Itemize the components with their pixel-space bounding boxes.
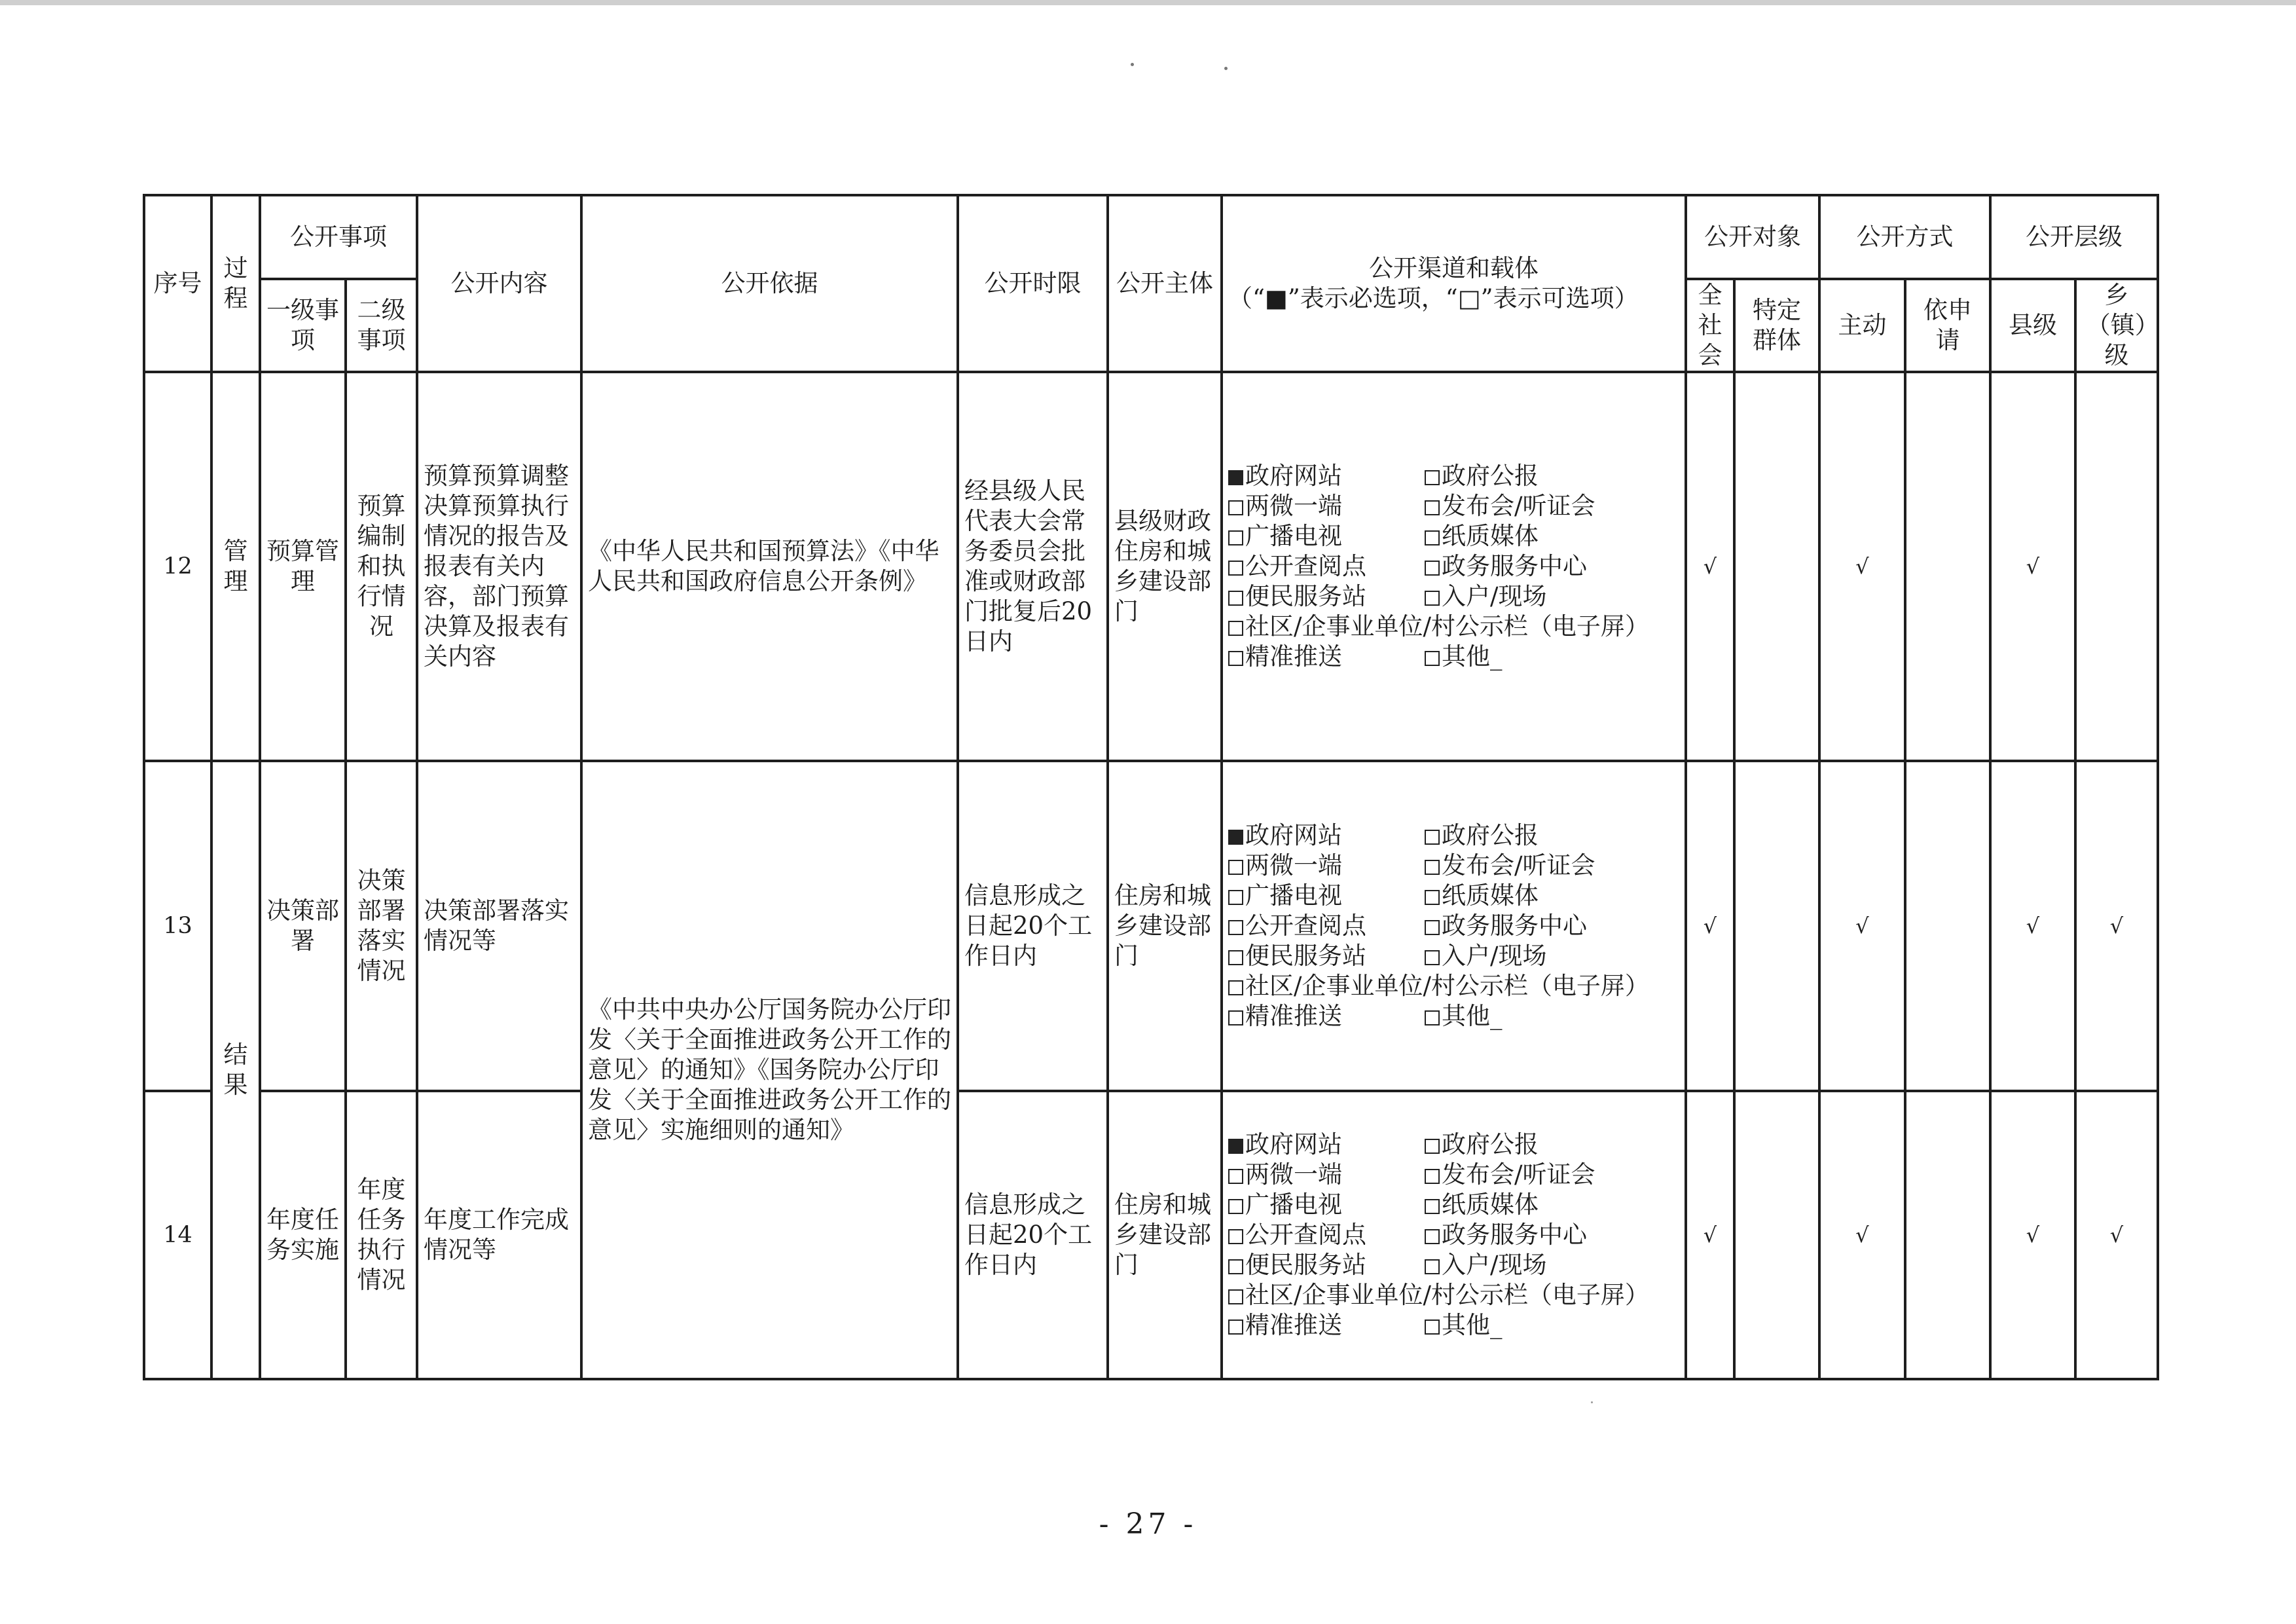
scan-speck: [1131, 63, 1134, 66]
header-basis: 公开依据: [581, 195, 958, 372]
channel-label: 入户/现场: [1442, 582, 1547, 610]
channel-item: [1425, 851, 1679, 881]
filled-square-icon: [1228, 470, 1243, 485]
scan-speck: [1591, 1401, 1593, 1403]
channel-label: 广播电视: [1245, 522, 1342, 550]
row-time-limit: 信息形成之日起20个工作日内: [958, 761, 1108, 1091]
channel-item: [1228, 581, 1425, 612]
empty-square-icon: [1425, 920, 1440, 935]
channel-label: 发布会/听证会: [1442, 1160, 1595, 1189]
channel-item: [1425, 581, 1679, 612]
empty-square-icon: [1228, 500, 1243, 515]
channel-label: 政务服务中心: [1442, 912, 1587, 940]
page-number: - 27 -: [1099, 1507, 1197, 1541]
channel-label: 政府网站: [1245, 462, 1342, 490]
channel-item: [1425, 1130, 1679, 1160]
empty-square-icon: [1228, 561, 1243, 576]
channel-label: 政府公报: [1442, 462, 1539, 490]
channel-item: [1228, 1001, 1425, 1031]
row-seq: 12: [144, 372, 211, 761]
channel-list: [1228, 1130, 1679, 1340]
channel-label: 便民服务站: [1245, 582, 1366, 610]
row-audience-all: √: [1686, 761, 1734, 1091]
channel-item: [1228, 642, 1425, 672]
channel-label: 精准推送: [1245, 1311, 1342, 1339]
channel-item: [1425, 642, 1679, 672]
empty-square-icon: [1228, 621, 1243, 636]
row-level-town: √: [2075, 761, 2158, 1091]
row-seq: 14: [144, 1091, 211, 1379]
channel-item: [1425, 521, 1679, 551]
channel-item: [1228, 971, 1679, 1001]
channel-item: [1425, 881, 1679, 911]
empty-square-icon: [1425, 1010, 1440, 1025]
empty-square-icon: [1228, 1289, 1243, 1304]
channel-item: [1228, 521, 1425, 551]
row-audience-all: √: [1686, 1091, 1734, 1379]
header-audience: 公开对象: [1686, 195, 1819, 279]
empty-square-icon: [1425, 470, 1440, 485]
row-level-town: [2075, 372, 2158, 761]
empty-square-icon: [1425, 1139, 1440, 1154]
empty-square-icon: [1425, 561, 1440, 576]
channel-label: 便民服务站: [1245, 1251, 1366, 1279]
row-level1: 预算管理: [260, 372, 346, 761]
channel-label: 政务服务中心: [1442, 1221, 1587, 1249]
channel-label: 纸质媒体: [1442, 881, 1539, 910]
scan-speck: [1224, 67, 1228, 70]
channel-item: [1228, 1310, 1425, 1340]
row-mode-active: √: [1819, 761, 1905, 1091]
row-audience-group: [1734, 1091, 1819, 1379]
row-level-county: √: [1990, 761, 2075, 1091]
empty-square-icon: [1228, 950, 1243, 965]
channel-item: [1228, 491, 1425, 521]
header-channel: [1222, 195, 1686, 372]
row-mode-active: √: [1819, 372, 1905, 761]
channel-label: 其他_: [1442, 642, 1503, 671]
table-row: [144, 372, 2158, 761]
scan-edge: [0, 0, 2296, 5]
channel-item: [1228, 1130, 1425, 1160]
row-channels: [1222, 372, 1686, 761]
channel-label: 广播电视: [1245, 881, 1342, 910]
channel-label: 其他_: [1442, 1002, 1503, 1030]
row-channels: [1222, 761, 1686, 1091]
channel-label: 两微一端: [1245, 492, 1342, 520]
empty-square-icon: [1425, 890, 1440, 905]
row-process: 结果: [211, 761, 260, 1379]
table-row: [144, 761, 2158, 1091]
channel-item: [1425, 1160, 1679, 1190]
channel-item: [1228, 461, 1425, 491]
channel-label: 两微一端: [1245, 851, 1342, 879]
channel-label: 其他_: [1442, 1311, 1503, 1339]
empty-square-icon: [1425, 1320, 1440, 1335]
channel-label: 公开查阅点: [1245, 552, 1366, 580]
row-audience-group: [1734, 761, 1819, 1091]
disclosure-table: [143, 194, 2159, 1380]
empty-square-icon: [1425, 591, 1440, 606]
channel-item: [1228, 1190, 1425, 1220]
header-audience-group: 特定群体: [1734, 279, 1819, 372]
channel-item: [1228, 551, 1425, 581]
row-level2: 年度任务执行情况: [346, 1091, 417, 1379]
filled-square-icon: [1228, 1139, 1243, 1154]
channel-label: 精准推送: [1245, 1002, 1342, 1030]
channel-label: 政务服务中心: [1442, 552, 1587, 580]
row-subject: 住房和城乡建设部门: [1108, 761, 1222, 1091]
empty-square-icon: [1425, 1169, 1440, 1184]
empty-square-icon: [1228, 1320, 1243, 1335]
header-mode-request: 依申请: [1905, 279, 1990, 372]
row-audience-group: [1734, 372, 1819, 761]
row-content: 年度工作完成情况等: [417, 1091, 581, 1379]
channel-item: [1228, 1280, 1679, 1310]
channel-label: 两微一端: [1245, 1160, 1342, 1189]
empty-square-icon: [1228, 980, 1243, 995]
row-time-limit: 经县级人民代表大会常务委员会批准或财政部门批复后20日内: [958, 372, 1108, 761]
row-audience-all: √: [1686, 372, 1734, 761]
channel-item: [1228, 911, 1425, 941]
empty-square-icon: [1425, 860, 1440, 875]
empty-square-icon: [1228, 890, 1243, 905]
empty-square-icon: [1228, 1229, 1243, 1244]
filled-square-icon: [1228, 830, 1243, 845]
row-basis: 《中华人民共和国预算法》《中华人民共和国政府信息公开条例》: [581, 372, 958, 761]
empty-square-icon: [1228, 530, 1243, 545]
header-mode-active: 主动: [1819, 279, 1905, 372]
row-level1: 年度任务实施: [260, 1091, 346, 1379]
channel-label: 便民服务站: [1245, 942, 1366, 970]
row-seq: 13: [144, 761, 211, 1091]
row-level-county: √: [1990, 372, 2075, 761]
header-channel-note: （“■”表示必选项，“□”表示可选项）: [1228, 284, 1639, 312]
table-row: [144, 1091, 2158, 1379]
empty-square-icon: [1228, 1199, 1243, 1214]
empty-square-icon: [1228, 1010, 1243, 1025]
channel-label: 社区/企事业单位/村公示栏（电子屏）: [1245, 972, 1649, 1000]
header-mode: 公开方式: [1819, 195, 1990, 279]
channel-item: [1228, 1160, 1425, 1190]
header-process: 过程: [211, 195, 260, 372]
channel-label: 政府公报: [1442, 821, 1539, 849]
channel-item: [1228, 821, 1425, 851]
row-level1: 决策部署: [260, 761, 346, 1091]
row-content: 预算预算调整决算预算执行情况的报告及报表有关内容，部门预算决算及报表有关内容: [417, 372, 581, 761]
channel-list: [1228, 821, 1679, 1031]
channel-label: 入户/现场: [1442, 942, 1547, 970]
channel-label: 公开查阅点: [1245, 912, 1366, 940]
header-seq: 序号: [144, 195, 211, 372]
channel-item: [1228, 881, 1425, 911]
empty-square-icon: [1425, 651, 1440, 666]
channel-label: 入户/现场: [1442, 1251, 1547, 1279]
channel-label: 公开查阅点: [1245, 1221, 1366, 1249]
header-level-town: 乡（镇）级: [2075, 279, 2158, 372]
channel-item: [1425, 941, 1679, 971]
empty-square-icon: [1425, 1259, 1440, 1274]
channel-label: 精准推送: [1245, 642, 1342, 671]
empty-square-icon: [1228, 591, 1243, 606]
channel-item: [1425, 1001, 1679, 1031]
channel-label: 社区/企事业单位/村公示栏（电子屏）: [1245, 612, 1649, 640]
header-channel-title: 公开渠道和载体: [1369, 254, 1539, 282]
channel-item: [1425, 1190, 1679, 1220]
channel-item: [1425, 911, 1679, 941]
channel-label: 政府网站: [1245, 1130, 1342, 1158]
channel-item: [1425, 821, 1679, 851]
channel-item: [1228, 851, 1425, 881]
channel-label: 广播电视: [1245, 1190, 1342, 1219]
row-level-county: √: [1990, 1091, 2075, 1379]
row-mode-request: [1905, 372, 1990, 761]
empty-square-icon: [1425, 1199, 1440, 1214]
channel-item: [1228, 1250, 1425, 1280]
empty-square-icon: [1425, 1229, 1440, 1244]
row-mode-request: [1905, 1091, 1990, 1379]
header-content: 公开内容: [417, 195, 581, 372]
header-level1: 一级事项: [260, 279, 346, 372]
row-level2: 决策部署落实情况: [346, 761, 417, 1091]
channel-item: [1228, 612, 1679, 642]
empty-square-icon: [1425, 950, 1440, 965]
row-mode-active: √: [1819, 1091, 1905, 1379]
row-mode-request: [1905, 761, 1990, 1091]
row-subject: 县级财政住房和城乡建设部门: [1108, 372, 1222, 761]
header-time-limit: 公开时限: [958, 195, 1108, 372]
empty-square-icon: [1228, 1259, 1243, 1274]
row-subject: 住房和城乡建设部门: [1108, 1091, 1222, 1379]
row-level-town: √: [2075, 1091, 2158, 1379]
header-level2: 二级事项: [346, 279, 417, 372]
channel-label: 政府网站: [1245, 821, 1342, 849]
channel-label: 政府公报: [1442, 1130, 1539, 1158]
channel-item: [1425, 551, 1679, 581]
channel-item: [1425, 1220, 1679, 1250]
empty-square-icon: [1425, 530, 1440, 545]
row-basis: 《中共中央办公厅国务院办公厅印发〈关于全面推进政务公开工作的意见〉的通知》《国务院办公厅印发〈关于全面推进政务公开工作的意见〉实施细则的通知》: [581, 761, 958, 1379]
empty-square-icon: [1228, 860, 1243, 875]
row-content: 决策部署落实情况等: [417, 761, 581, 1091]
empty-square-icon: [1425, 830, 1440, 845]
empty-square-icon: [1228, 651, 1243, 666]
row-channels: [1222, 1091, 1686, 1379]
channel-label: 发布会/听证会: [1442, 851, 1595, 879]
empty-square-icon: [1425, 500, 1440, 515]
channel-item: [1425, 1310, 1679, 1340]
channel-item: [1425, 461, 1679, 491]
header-level: 公开层级: [1990, 195, 2158, 279]
channel-list: [1228, 461, 1679, 672]
header-audience-all: 全社会: [1686, 279, 1734, 372]
empty-square-icon: [1228, 1169, 1243, 1184]
header-items: 公开事项: [260, 195, 417, 279]
row-time-limit: 信息形成之日起20个工作日内: [958, 1091, 1108, 1379]
channel-label: 发布会/听证会: [1442, 492, 1595, 520]
channel-item: [1228, 1220, 1425, 1250]
header-subject: 公开主体: [1108, 195, 1222, 372]
channel-item: [1425, 491, 1679, 521]
row-process: 管理: [211, 372, 260, 761]
channel-item: [1425, 1250, 1679, 1280]
empty-square-icon: [1228, 920, 1243, 935]
channel-item: [1228, 941, 1425, 971]
row-level2: 预算编制和执行情况: [346, 372, 417, 761]
channel-label: 社区/企事业单位/村公示栏（电子屏）: [1245, 1281, 1649, 1309]
channel-label: 纸质媒体: [1442, 1190, 1539, 1219]
channel-label: 纸质媒体: [1442, 522, 1539, 550]
header-level-county: 县级: [1990, 279, 2075, 372]
